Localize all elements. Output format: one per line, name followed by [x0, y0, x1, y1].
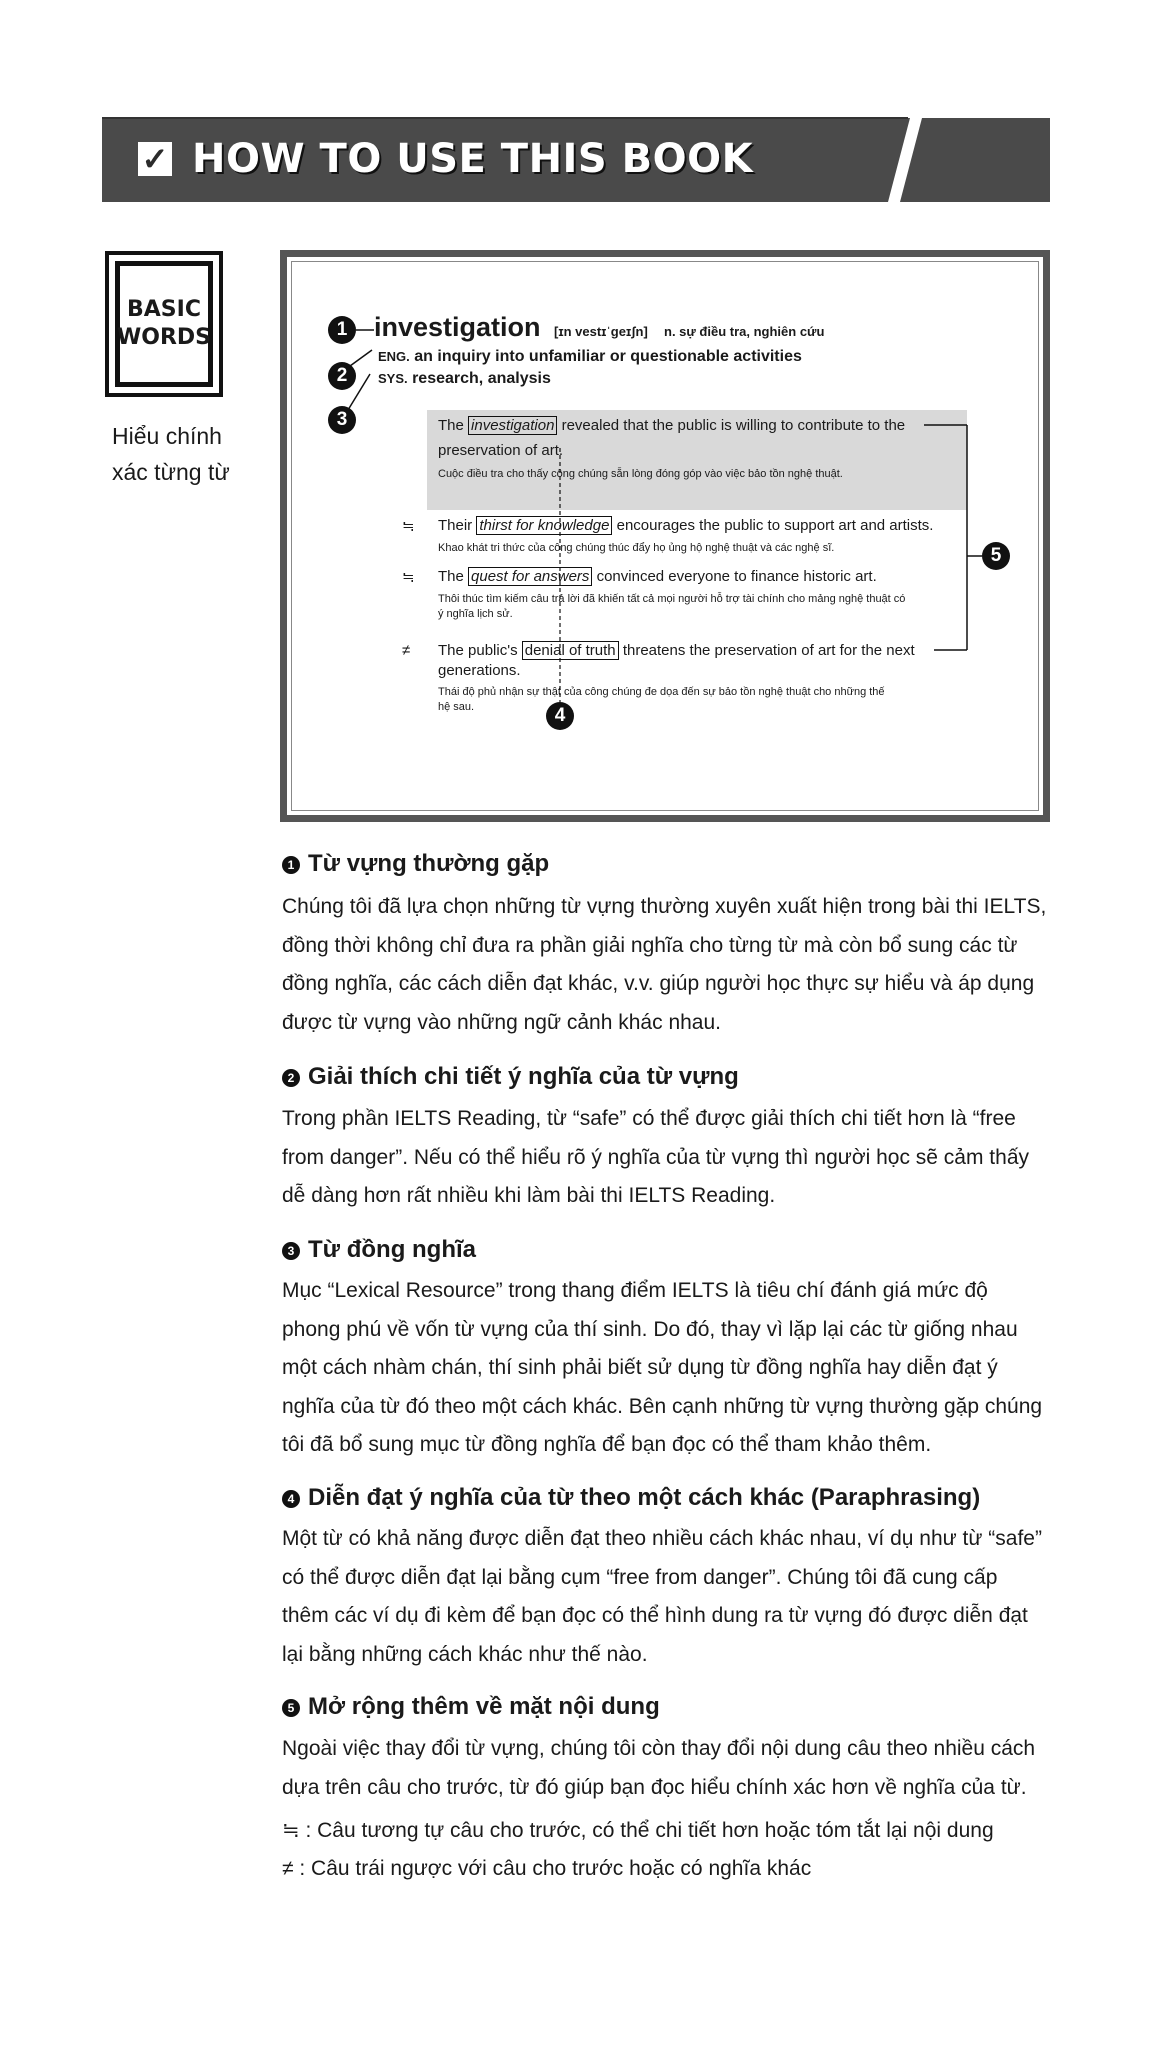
sample-inner-frame — [291, 261, 1039, 811]
section-title-5 — [282, 1693, 660, 1721]
body-line: một cách nhàm chán, thí sinh phải biết sử dụng từ đồng nghĩa hay diễn đạt ý — [282, 1356, 998, 1379]
legend-opposite: ≠ : Câu trái ngược với câu cho trước hoặc có nghĩa khác — [282, 1857, 812, 1880]
section-title-text: Từ đồng nghĩa — [308, 1236, 477, 1263]
body-line: from danger”. Nếu có thể hiểu rõ ý nghĩa của từ vựng thì người học sẽ cảm thấy — [282, 1145, 1029, 1169]
paraphrase-3 — [438, 642, 915, 659]
main-example-vi: Cuộc điều tra cho thấy công chúng sẵn lòng đóng góp vào việc bảo tồn nghệ thuật. — [438, 468, 843, 480]
page-title: HOW TO USE THIS BOOK — [192, 136, 754, 182]
meaning-vi: n. sự điều tra, nghiên cứu — [664, 324, 825, 339]
paraphrase-2 — [438, 568, 877, 585]
section-body-2 — [282, 1100, 1052, 1216]
example-text: The — [438, 568, 464, 585]
section-bullet: 3 — [282, 1242, 300, 1260]
marker-1: 1 — [328, 316, 356, 344]
example-text: The public's — [438, 642, 518, 659]
keyword-box: denial of truth — [522, 641, 619, 660]
body-line: có thể được diễn đạt lại bằng cụm “free from danger”. Chúng tôi đã cung cấp — [282, 1565, 998, 1589]
body-line: dễ dàng hơn rất nhiều khi làm bài thi IELTS Reading. — [282, 1184, 776, 1207]
example-text: encourages the public to support art and artists. — [616, 517, 934, 534]
body-line: đồng thời không chỉ đưa ra phần giải nghĩa cho từng từ mà còn bổ sung các từ — [282, 933, 1018, 957]
body-line: đồng nghĩa, các cách diễn đạt khác, v.v. giúp người học thực sự hiểu và áp dụng — [282, 972, 1035, 995]
body-line: dựa trên câu cho trước, từ đó giúp bạn đọc hiểu chính xác hơn về nghĩa của từ. — [282, 1775, 1027, 1799]
section-title-3 — [282, 1236, 476, 1264]
section-title-1 — [282, 850, 549, 878]
badge-label: BASIC WORDS — [117, 297, 212, 350]
eng-label: ENG. — [378, 349, 410, 364]
sample-entry-frame — [280, 250, 1050, 822]
body-line: Chúng tôi đã lựa chọn những từ vựng thường xuyên xuất hiện trong bài thi IELTS, — [282, 895, 1047, 918]
section-bullet: 4 — [282, 1490, 300, 1508]
paraphrase-3-line2: generations. — [438, 662, 521, 679]
badge-inner-frame — [115, 261, 213, 387]
example-text: convinced everyone to finance historic art. — [596, 568, 877, 585]
body-line: tôi đã bổ sung mục từ đồng nghĩa để bạn đọc có thể tham khảo thêm. — [282, 1433, 932, 1456]
synonyms: research, analysis — [412, 370, 551, 387]
marker-3: 3 — [328, 406, 356, 434]
example-text: Their — [438, 517, 473, 534]
body-line: Trong phần IELTS Reading, từ “safe” có thể được giải thích chi tiết hơn là “free — [282, 1107, 1016, 1130]
main-example-line1 — [438, 417, 905, 434]
sample-connector-lines — [292, 262, 1048, 820]
section-body-5 — [282, 1730, 1052, 1807]
keyword-box: quest for answers — [468, 567, 592, 586]
body-line: Mục “Lexical Resource” trong thang điểm IELTS là tiêu chí đánh giá mức độ — [282, 1279, 988, 1302]
paraphrase-1 — [438, 517, 933, 534]
example-text: The — [438, 417, 464, 434]
paraphrase-symbol: ≒ — [402, 518, 415, 535]
body-line: Ngoài việc thay đổi từ vựng, chúng tôi còn thay đổi nội dung câu theo nhiều cách — [282, 1737, 1036, 1760]
main-example-line2: preservation of art. — [438, 442, 564, 459]
section-title-text: Từ vựng thường gặp — [308, 850, 550, 877]
basic-words-badge — [105, 251, 223, 397]
pronunciation: [ɪn vestɪˈgeɪʃn] — [554, 324, 648, 339]
paraphrase-2-vi-line2: ý nghĩa lịch sử. — [438, 608, 513, 620]
syn-label: SYS. — [378, 371, 408, 386]
section-bullet: 1 — [282, 856, 300, 874]
badge-caption: Hiểu chính xác từng từ — [112, 423, 230, 485]
header-banner — [102, 114, 1050, 206]
body-line: nghĩa của từ đó theo một cách khác. Bên cạnh những từ vựng thường gặp chúng — [282, 1394, 1043, 1418]
eng-definition: an inquiry into unfamiliar or questionable activities — [414, 348, 802, 365]
headword: investigation — [374, 312, 541, 342]
paraphrase-symbol: ≒ — [402, 569, 415, 586]
body-line: phong phú về vốn từ vựng của thí sinh. Do đó, thay vì lặp lại các từ giống nhau — [282, 1317, 1018, 1341]
marker-2: 2 — [328, 362, 356, 390]
section-title-text: Diễn đạt ý nghĩa của từ theo một cách khác (Paraphrasing) — [308, 1484, 981, 1511]
paraphrase-3-vi-line2: hệ sau. — [438, 701, 475, 713]
paraphrase-symbol: ≠ — [402, 642, 411, 659]
example-text: threatens the preservation of art for the next — [622, 642, 915, 659]
paraphrase-3-vi: Thái độ phủ nhận sự thật của công chúng đe dọa đến sự bảo tồn nghệ thuật cho những thế — [438, 686, 885, 698]
section-bullet: 5 — [282, 1699, 300, 1717]
section-title-4 — [282, 1484, 980, 1512]
marker-5: 5 — [982, 542, 1010, 570]
keyword-box: investigation — [468, 416, 557, 435]
section-title-text: Mở rộng thêm về mặt nội dung — [308, 1693, 660, 1720]
checkbox-icon: ✓ — [138, 142, 172, 176]
marker-4: 4 — [546, 702, 574, 730]
section-title-text: Giải thích chi tiết ý nghĩa của từ vựng — [308, 1063, 739, 1090]
legend-similar: ≒ : Câu tương tự câu cho trước, có thể chi tiết hơn hoặc tóm tắt lại nội dung — [282, 1819, 994, 1842]
keyword-box: thirst for knowledge — [476, 516, 612, 535]
eng-definition-row — [378, 348, 802, 366]
body-line: được từ vựng vào những ngữ cảnh khác nhau. — [282, 1010, 721, 1034]
example-text: revealed that the public is willing to contribute to the — [561, 417, 906, 434]
section-body-3 — [282, 1272, 1052, 1465]
section-title-2 — [282, 1063, 739, 1091]
paraphrase-1-vi: Khao khát tri thức của công chúng thúc đẩy họ ủng hộ nghệ thuật và các nghệ sĩ. — [438, 542, 835, 554]
section-body-4 — [282, 1520, 1052, 1674]
section-body-1 — [282, 888, 1052, 1042]
body-line: lại bằng những cách khác như thế nào. — [282, 1642, 648, 1666]
paraphrase-2-vi: Thôi thúc tìm kiếm câu trả lời đã khiến tất cả mọi người hỗ trợ tài chính cho mảng nghệ thuật có — [438, 593, 906, 605]
body-line: thêm các ví dụ đi kèm để bạn đọc có thể hình dung ra từ vựng đó được diễn đạt — [282, 1604, 1028, 1627]
body-line: Một từ có khả năng được diễn đạt theo nhiều cách khác nhau, ví dụ như từ “safe” — [282, 1527, 1042, 1550]
section-bullet: 2 — [282, 1069, 300, 1087]
synonym-row — [378, 370, 551, 388]
